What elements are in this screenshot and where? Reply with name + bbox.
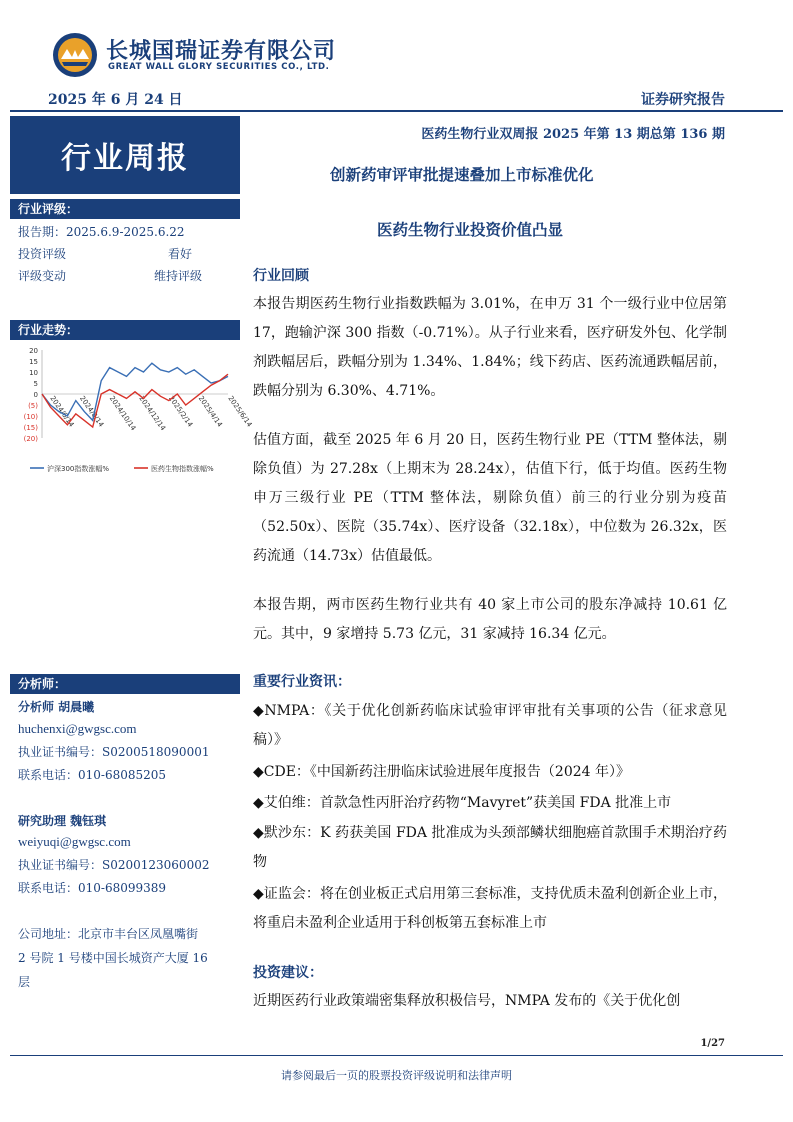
rating-change-label: 评级变动 bbox=[18, 269, 67, 283]
company-name-cn: 长城国瑞证券有限公司 bbox=[106, 39, 337, 64]
report-subtitle: 医药生物行业投资价值凸显 bbox=[377, 221, 564, 239]
y-tick-label: (15) bbox=[23, 424, 38, 432]
analyst-name: 分析师 胡晨曦 bbox=[18, 700, 95, 714]
news-item-5: ◆证监会：将在创业板正式启用第三套标准，支持优质未盈利创新企业上市，将重启未盈利企业适用于科创板第五套标准上市 bbox=[253, 886, 727, 931]
review-heading: 行业回顾 bbox=[253, 268, 309, 284]
company-address-line-2: 2 号院 1 号楼中国长城资产大厦 16 bbox=[18, 951, 208, 965]
industry-trend-chart bbox=[14, 342, 254, 478]
footer-divider bbox=[10, 1055, 783, 1056]
news-item-3: ◆艾伯维：首款急性丙肝治疗药物“Mavyret”获美国 FDA 批准上市 bbox=[253, 795, 672, 811]
company-logo-icon bbox=[52, 32, 98, 78]
x-tick-label: 2024/8/14 bbox=[78, 394, 106, 429]
report-title: 创新药审评审批提速叠加上市标准优化 bbox=[330, 166, 594, 184]
analyst-cert: 执业证书编号：S0200518090001 bbox=[18, 745, 210, 759]
review-paragraph-3: 本报告期，两市医药生物行业共有 40 家上市公司的股东净减持 10.61 亿元。其中，9 家增持 5.73 亿元，31 家减持 16.34 亿元。 bbox=[253, 597, 727, 642]
legend-label-2: 医药生物指数涨幅% bbox=[151, 465, 214, 473]
assistant-name: 研究助理 魏钰琪 bbox=[18, 814, 107, 828]
y-tick-label: 5 bbox=[33, 380, 38, 388]
analyst-section-head: 分析师： bbox=[10, 674, 240, 694]
assistant-cert: 执业证书编号：S0200123060002 bbox=[18, 858, 210, 872]
analyst-email[interactable]: huchenxi@gwgsc.com bbox=[18, 721, 137, 736]
report-period: 报告期：2025.6.9-2025.6.22 bbox=[18, 225, 185, 239]
news-item-4: ◆默沙东：K 药获美国 FDA 批准成为头颈部鳞状细胞癌首款围手术期治疗药物 bbox=[253, 825, 727, 870]
assistant-email[interactable]: weiyuqi@gwgsc.com bbox=[18, 834, 131, 849]
analyst-phone: 联系电话：010-68085205 bbox=[18, 768, 167, 782]
advice-paragraph-1: 近期医药行业政策端密集释放积极信号，NMPA 发布的《关于优化创 bbox=[253, 993, 681, 1009]
x-tick-label: 2024/6/14 bbox=[48, 394, 76, 429]
x-tick-label: 2025/4/14 bbox=[196, 394, 224, 429]
assistant-phone: 联系电话：010-68099389 bbox=[18, 881, 167, 895]
report-series: 医药生物行业双周报 2025 年第 13 期总第 136 期 bbox=[421, 127, 725, 142]
x-tick-label: 2024/10/14 bbox=[107, 394, 138, 433]
rating-label: 投资评级 bbox=[18, 247, 67, 261]
rating-change-value: 维持评级 bbox=[154, 269, 203, 283]
y-tick-label: 20 bbox=[29, 347, 38, 355]
company-address-line-1: 公司地址：北京市丰台区凤凰嘴街 bbox=[18, 927, 199, 941]
rating-value: 看好 bbox=[168, 247, 193, 261]
review-paragraph-2: 估值方面，截至 2025 年 6 月 20 日，医药生物行业 PE（TTM 整体法，剔除负值）为 27.28x（上期末为 28.24x），估值下行，低于均值。医药生物申万三级行业 PE（TTM 整体法，剔除负值）前三的行业分别为疫苗（52.50x）、医院（35.74x）、医疗设备（32.18x），中位数为 26.32x，医药流通（14.73x）估值最低。 bbox=[253, 432, 727, 564]
y-tick-label: 15 bbox=[29, 358, 38, 366]
advice-heading: 投资建议： bbox=[253, 965, 323, 981]
disclaimer-note: 请参阅最后一页的股票投资评级说明和法律声明 bbox=[281, 1069, 512, 1082]
header-divider bbox=[10, 110, 783, 112]
y-tick-label: 10 bbox=[29, 369, 38, 377]
x-tick-label: 2024/12/14 bbox=[137, 394, 168, 433]
company-address-line-3: 层 bbox=[18, 975, 31, 989]
news-item-1: ◆NMPA：《关于优化创新药临床试验审评审批有关事项的公告（征求意见稿）》 bbox=[253, 703, 727, 748]
y-tick-label: (5) bbox=[28, 402, 38, 410]
rating-section-head: 行业评级： bbox=[10, 199, 240, 219]
news-heading: 重要行业资讯： bbox=[253, 674, 351, 690]
y-tick-label: 0 bbox=[33, 391, 38, 399]
y-tick-label: (20) bbox=[23, 435, 38, 443]
legend-label-1: 沪深300指数涨幅% bbox=[47, 465, 110, 473]
news-item-2: ◆CDE：《中国新药注册临床试验进展年度报告（2024 年）》 bbox=[253, 764, 631, 780]
x-tick-label: 2025/2/14 bbox=[167, 394, 195, 429]
trend-section-head: 行业走势： bbox=[10, 320, 240, 340]
report-date: 2025 年 6 月 24 日 bbox=[48, 92, 183, 108]
page-number: 1/27 bbox=[700, 1038, 725, 1049]
company-name-en: GREAT WALL GLORY SECURITIES CO., LTD. bbox=[108, 62, 330, 72]
review-paragraph-1: 本报告期医药生物行业指数跌幅为 3.01%，在申万 31 个一级行业中位居第 17，跑输沪深 300 指数（-0.71%）。从子行业来看，医疗研发外包、化学制剂跌幅居后，跌幅分别为 1.34%、1.84%；线下药店、医药流通跌幅居前，跌幅分别为 6.30%、4.71%。 bbox=[253, 296, 727, 399]
report-type: 证券研究报告 bbox=[641, 92, 725, 108]
y-tick-label: (10) bbox=[23, 413, 38, 421]
weekly-report-label: 行业周报 bbox=[10, 116, 240, 194]
x-tick-label: 2025/6/14 bbox=[226, 394, 254, 429]
